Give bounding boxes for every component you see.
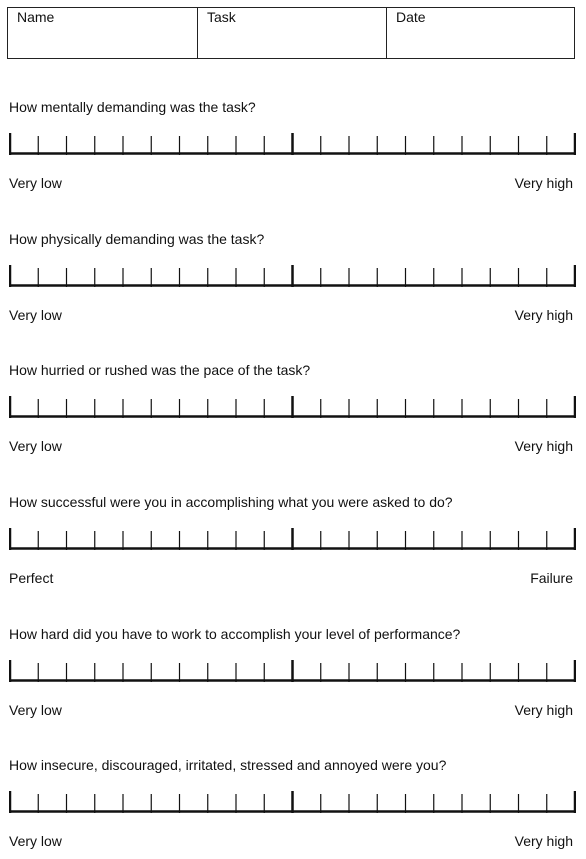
scale-high-label: Very high xyxy=(514,438,573,454)
rating-scale-graphic xyxy=(9,133,576,155)
scale-low-label: Very low xyxy=(9,702,62,718)
name-field[interactable] xyxy=(8,8,197,58)
question-text: How hard did you have to work to accomplish your level of performance? xyxy=(9,626,461,642)
rating-scale-graphic xyxy=(9,265,576,287)
question-text: How mentally demanding was the task? xyxy=(9,99,256,115)
question-text: How physically demanding was the task? xyxy=(9,231,265,247)
scale-high-label: Very high xyxy=(514,702,573,718)
question-text: How successful were you in accomplishing what you were asked to do? xyxy=(9,494,453,510)
name-label: Name xyxy=(17,9,55,25)
scale-high-label: Very high xyxy=(514,175,573,191)
rating-scale[interactable] xyxy=(9,133,576,155)
question-text: How insecure, discouraged, irritated, stressed and annoyed were you? xyxy=(9,757,447,773)
task-label: Task xyxy=(207,9,236,25)
rating-scale-graphic xyxy=(9,791,576,813)
scale-low-label: Very low xyxy=(9,438,62,454)
rating-scale[interactable] xyxy=(9,396,576,418)
rating-scale[interactable] xyxy=(9,660,576,682)
scale-high-label: Very high xyxy=(514,307,573,323)
date-label: Date xyxy=(396,9,426,25)
rating-scale[interactable] xyxy=(9,265,576,287)
scale-high-label: Very high xyxy=(514,833,573,849)
header-table xyxy=(7,7,575,59)
rating-scale-graphic xyxy=(9,528,576,550)
rating-scale-graphic xyxy=(9,396,576,418)
rating-scale[interactable] xyxy=(9,791,576,813)
rating-scale[interactable] xyxy=(9,528,576,550)
scale-low-label: Very low xyxy=(9,307,62,323)
scale-low-label: Very low xyxy=(9,833,62,849)
scale-high-label: Failure xyxy=(530,570,573,586)
scale-low-label: Perfect xyxy=(9,570,54,586)
rating-scale-graphic xyxy=(9,660,576,682)
question-text: How hurried or rushed was the pace of the task? xyxy=(9,362,311,378)
date-field[interactable] xyxy=(386,8,574,58)
scale-low-label: Very low xyxy=(9,175,62,191)
task-field[interactable] xyxy=(197,8,386,58)
